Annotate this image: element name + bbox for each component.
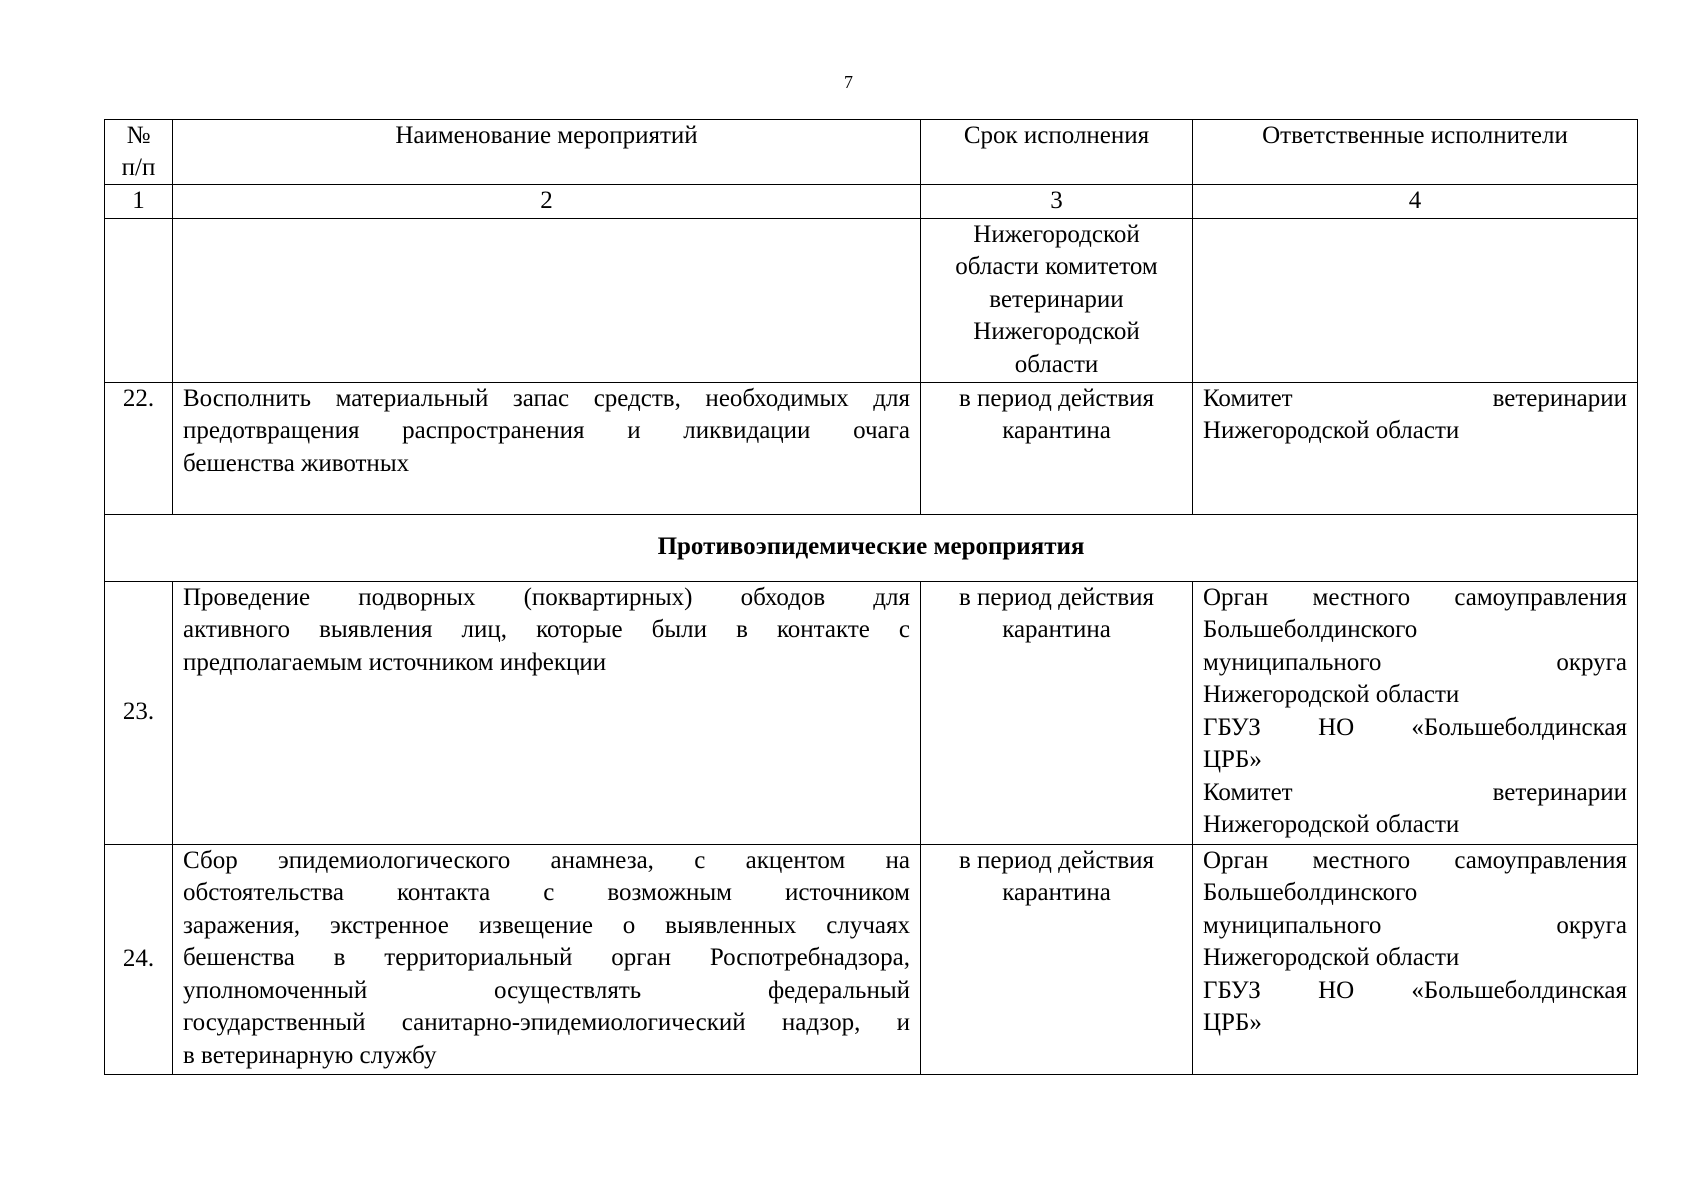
responsible-cell (1193, 581, 1638, 844)
text-line: карантина (1002, 879, 1111, 906)
text-line: предотвращения распространения и ликвидации очага (183, 417, 910, 444)
continuation-action-cell (173, 218, 921, 382)
text-line: ЦРБ» (1203, 1009, 1262, 1036)
column-number: 3 (921, 185, 1193, 219)
text-line: Восполнить материальный запас средств, необходимых для (183, 384, 910, 412)
header-number-line-2: п/п (121, 154, 156, 181)
action-cell (173, 382, 921, 514)
text-line: государственный санитарно-эпидемиологический надзор, и (183, 1009, 910, 1036)
text-line: Большеболдинского (1203, 616, 1418, 643)
text-line: карантина (1002, 616, 1111, 643)
text-line: бешенства животных (183, 449, 410, 477)
table-row-24 (105, 844, 1638, 1074)
responsible-cell (1193, 844, 1638, 1074)
action-cell (173, 581, 921, 844)
text-line: в ветеринарную службу (183, 1041, 437, 1069)
section-header-row (105, 514, 1638, 581)
continuation-responsible-cell (1193, 218, 1638, 382)
text-line: бешенства в территориальный орган Роспотребнадзора, (183, 944, 910, 971)
column-number: 4 (1193, 185, 1638, 219)
text-line: Нижегородской области (1203, 944, 1460, 971)
table-row-22 (105, 382, 1638, 514)
header-responsible-cell: Ответственные исполнители (1193, 120, 1638, 185)
text-line: Большеболдинского (1203, 879, 1418, 906)
text-line: ГБУЗ НО «Большеболдинская (1203, 713, 1627, 741)
text-line: Орган местного самоуправления (1203, 583, 1627, 611)
text-line: Нижегородской области (1203, 681, 1460, 708)
header-action-cell: Наименование мероприятий (173, 120, 921, 185)
row-number: 24. (105, 844, 173, 1074)
row-number: 23. (105, 581, 173, 844)
text-line: Сбор эпидемиологического анамнеза, с акцентом на (183, 846, 910, 874)
table-row-23 (105, 581, 1638, 844)
deadline-cell (921, 844, 1193, 1074)
text-line: области (1014, 350, 1099, 378)
column-number: 1 (105, 185, 173, 219)
deadline-cell (921, 581, 1193, 844)
responsible-cell (1193, 382, 1638, 514)
text-line: ветеринарии (989, 285, 1124, 313)
text-line: карантина (1002, 417, 1111, 444)
page-number: 7 (844, 72, 853, 92)
column-numbers-row (105, 185, 1638, 219)
text-line: Нижегородской (973, 220, 1140, 248)
text-line: Комитет ветеринарии (1203, 778, 1627, 806)
text-line: заражения, экстренное извещение о выявленных случаях (183, 911, 910, 939)
text-line: обстоятельства контакта с возможным источником (183, 879, 910, 906)
text-line: ЦРБ» (1203, 746, 1262, 773)
text-line: уполномоченный осуществлять федеральный (183, 976, 910, 1004)
text-line: муниципального округа (1203, 648, 1627, 676)
table-header-row (105, 120, 1638, 185)
continuation-number-cell (105, 218, 173, 382)
text-line: в период действия (958, 846, 1155, 874)
text-line: предполагаемым источником инфекции (183, 648, 607, 676)
text-line: Комитет ветеринарии (1203, 384, 1627, 412)
deadline-cell (921, 382, 1193, 514)
section-title: Противоэпидемические мероприятия (105, 514, 1638, 581)
text-line: Нижегородской (973, 318, 1140, 345)
action-cell (173, 844, 921, 1074)
continuation-row (105, 218, 1638, 382)
text-line: Нижегородской области (1203, 811, 1460, 838)
text-line: Нижегородской области (1203, 417, 1460, 444)
row-number: 22. (105, 382, 173, 514)
header-number-line-1: № (126, 122, 151, 149)
continuation-deadline-cell (921, 218, 1193, 382)
header-deadline-cell: Срок исполнения (921, 120, 1193, 185)
text-line: в период действия (958, 384, 1155, 412)
header-number-cell (105, 120, 173, 185)
text-line: муниципального округа (1203, 911, 1627, 939)
text-line: области комитетом (955, 253, 1158, 280)
column-number: 2 (173, 185, 921, 219)
measures-table (104, 119, 1638, 1075)
text-line: Орган местного самоуправления (1203, 846, 1627, 874)
text-line: Проведение подворных (поквартирных) обходов для (183, 583, 910, 611)
text-line: в период действия (958, 583, 1155, 611)
text-line: ГБУЗ НО «Большеболдинская (1203, 976, 1627, 1004)
text-line: активного выявления лиц, которые были в контакте с (183, 616, 910, 643)
